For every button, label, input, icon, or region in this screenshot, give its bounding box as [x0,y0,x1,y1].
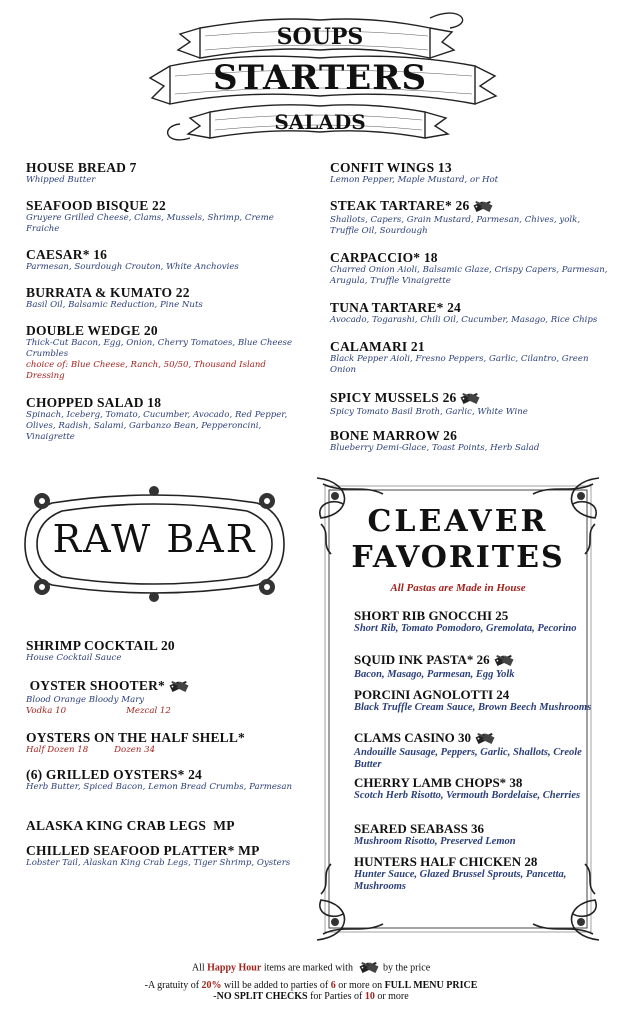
menu-item-house-bread [26,160,306,186]
header-banner [130,6,510,151]
header-title: STARTERS [212,58,428,98]
item-name: SHRIMP COCKTAIL 20 [26,638,175,653]
gratuity-percent: 20% [201,980,222,991]
item-name: SQUID INK PASTA* 26 [354,652,490,667]
item-name: SEAFOOD BISQUE 22 [26,198,166,213]
menu-item-hunters-half-chicken [354,855,594,892]
menu-item-carpaccio [330,250,610,287]
cleaver-icon [493,653,515,669]
item-desc: Short Rib, Tomato Pomodoro, Gremolata, Pecorino [354,623,577,634]
item-desc: Gruyere Grilled Cheese, Clams, Mussels, Shrimp, Creme Fraiche [26,213,274,234]
footer-text: by the price [380,962,431,974]
cleaver-icon [459,391,481,407]
item-name: BONE MARROW 26 [330,428,458,443]
item-desc: Basil Oil, Balsamic Reduction, Pine Nuts [26,300,203,310]
menu-item-calamari [330,339,610,376]
item-name: STEAK TARTARE* 26 [330,198,470,213]
item-desc: Bacon, Masago, Parmesan, Egg Yolk [354,669,515,681]
menu-item-caesar [26,247,306,273]
item-desc: Spicy Tomato Basil Broth, Garlic, White Wine [330,406,528,417]
menu-item-seafood-bisque [26,198,306,235]
raw-bar-sign [22,483,287,605]
happy-hour-label: Happy Hour [207,962,262,974]
menu-item-chopped-salad [26,395,306,443]
item-desc: Herb Butter, Spiced Bacon, Lemon Bread Crumbs, Parmesan [26,782,293,792]
item-name: CARPACCIO* 18 [330,250,438,265]
footer-text: items are marked with [261,962,356,974]
menu-item-chilled-seafood-platter [26,843,306,869]
item-desc: Scotch Herb Risotto, Vermouth Bordelaise, Cherries [354,790,581,801]
item-name: ALASKA KING CRAB LEGS MP [26,818,235,833]
item-desc: Avocado, Togarashi, Chili Oil, Cucumber, Masago, Rice Chips [330,315,598,325]
menu-item-short-rib-gnocchi [354,609,594,635]
item-desc: Andouille Sausage, Peppers, Garlic, Shallots, Creole Butter [354,747,582,770]
item-desc: Charred Onion Aioli, Balsamic Glaze, Crispy Capers, Parmesan, Arugula, Truffle Vinaigrette [330,265,608,286]
header-bottom-word: SALADS [274,110,366,134]
menu-item-seared-seabass [354,822,594,848]
item-name: HUNTERS HALF CHICKEN 28 [354,854,538,869]
footer-text: for Parties of [307,991,365,1002]
item-desc: Blueberry Demi-Glace, Toast Points, Herb Salad [330,443,540,453]
menu-item-double-wedge [26,323,306,382]
price-vodka: Vodka 10 [26,705,67,716]
pasta-note: All Pastas are Made in House [390,582,526,594]
item-desc: Lemon Pepper, Maple Mustard, or Hot [330,175,499,185]
item-name: (6) GRILLED OYSTERS* 24 [26,767,203,782]
item-name: CONFIT WINGS 13 [330,160,452,175]
item-desc: Hunter Sauce, Glazed Brussel Sprouts, Pancetta, Mushrooms [354,869,567,892]
menu-item-oyster-shooter [26,678,306,717]
menu-item-shrimp-cocktail [26,638,306,664]
item-desc: Blood Orange Bloody Mary [26,694,145,705]
item-name: SPICY MUSSELS 26 [330,390,457,405]
no-split-checks-label: -NO SPLIT CHECKS [213,991,308,1002]
item-desc: Shallots, Capers, Grain Mustard, Parmesan, Chives, yolk, Truffle Oil, Sourdough [330,214,581,236]
item-name: PORCINI AGNOLOTTI 24 [354,687,510,702]
menu-item-squid-ink-pasta [354,653,594,681]
item-name: CHERRY LAMB CHOPS* 38 [354,775,523,790]
price-dozen: Dozen 34 [114,745,156,755]
raw-bar-title: RAW BAR [52,517,257,561]
item-desc: Whipped Butter [26,175,96,185]
cleaver-favorites-title-line1: CLEAVER [367,504,549,539]
happy-hour-note [0,960,622,976]
cleaver-favorites-title-line2: FAVORITES [351,540,565,575]
item-name: SHORT RIB GNOCCHI 25 [354,608,509,623]
menu-item-confit-wings [330,160,610,186]
item-name: SEARED SEABASS 36 [354,821,485,836]
menu-item-tuna-tartare [330,300,610,326]
item-desc: House Cocktail Sauce [26,653,122,663]
item-name: OYSTER SHOOTER* [26,678,165,693]
footer-text: -A gratuity of [144,980,202,991]
item-name: TUNA TARTARE* 24 [330,300,461,315]
item-name: BURRATA & KUMATO 22 [26,285,190,300]
menu-item-clams-casino [354,731,594,770]
item-desc: Parmesan, Sourdough Crouton, White Anchovies [26,262,239,272]
footer-text: or more [374,991,409,1002]
item-name: OYSTERS ON THE HALF SHELL* [26,730,246,745]
footer-text: All [191,962,208,974]
item-name: CLAMS CASINO 30 [354,730,472,745]
split-checks-note [0,991,622,1002]
menu-item-steak-tartare [330,198,610,237]
item-desc: Thick-Cut Bacon, Egg, Onion, Cherry Tomatoes, Blue Cheese Crumbles [26,338,293,359]
price-mezcal: Mezcal 12 [126,705,171,716]
menu-item-burrata [26,285,306,311]
party-size: 10 [364,991,375,1002]
footer-text: will be added to parties of [221,980,331,991]
full-menu-price-label: FULL MENU PRICE [384,980,478,991]
item-name: CHOPPED SALAD 18 [26,395,162,410]
price-half-dozen: Half Dozen 18 [26,745,89,755]
item-name: CHILLED SEAFOOD PLATTER* MP [26,843,260,858]
item-name: CALAMARI 21 [330,339,425,354]
item-desc: Lobster Tail, Alaskan King Crab Legs, Tiger Shrimp, Oysters [26,858,291,868]
menu-item-grilled-oysters [26,767,306,793]
item-desc: Black Truffle Cream Sauce, Brown Beech Mushrooms [354,702,592,713]
cleaver-icon [474,731,496,747]
menu-item-porcini-agnolotti [354,688,594,714]
footer-text: or more on [335,980,385,991]
cleaver-icon [472,199,494,215]
item-desc: Black Pepper Aioli, Fresno Peppers, Garlic, Cilantro, Green Onion [330,354,589,375]
item-name: HOUSE BREAD 7 [26,160,137,175]
cleaver-icon [168,679,190,695]
cleaver-icon [358,960,380,976]
item-desc: Spinach, Iceberg, Tomato, Cucumber, Avocado, Red Pepper, Olives, Radish, Salami, Garbanzo Bean, Pepperoncini, Vinaigrette [26,410,288,442]
gratuity-note [0,980,622,991]
menu-item-oysters-half-shell [26,730,306,756]
party-size: 6 [330,980,336,991]
menu-item-alaska-king-crab [26,818,306,833]
item-name: DOUBLE WEDGE 20 [26,323,158,338]
item-dressing-choice: choice of: Blue Cheese, Ranch, 50/50, Thousand Island Dressing [26,360,266,381]
item-name: CAESAR* 16 [26,247,108,262]
item-desc: Mushroom Risotto, Preserved Lemon [354,836,516,847]
menu-item-cherry-lamb-chops [354,776,594,802]
header-top-word: SOUPS [276,24,364,50]
menu-item-bone-marrow [330,428,610,454]
menu-item-spicy-mussels [330,390,610,418]
